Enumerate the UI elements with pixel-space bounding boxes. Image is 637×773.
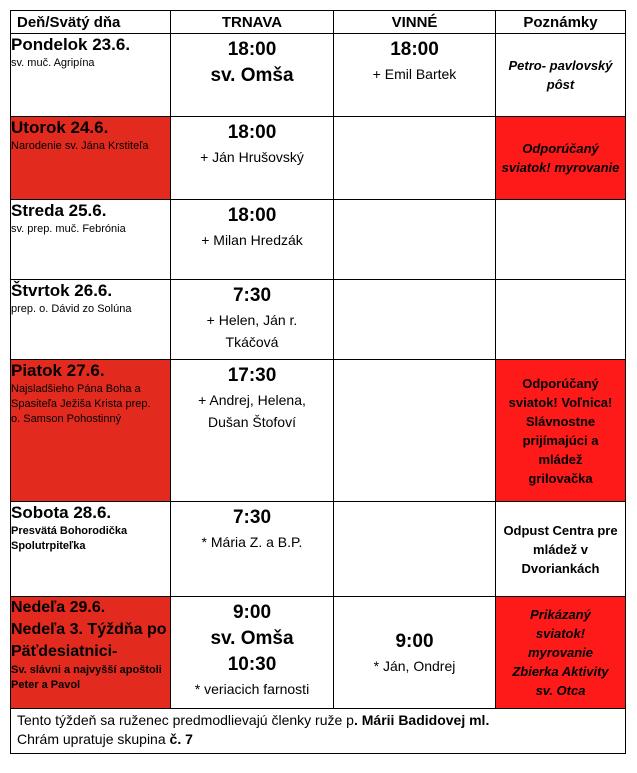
saint-of-day: sv. muč. Agripína: [11, 57, 95, 69]
saint-of-day: Najsladšieho Pána Boha a Spasiteľa Ježiša Krista prep. o. Samson Pohostinný: [11, 383, 151, 425]
vinne-cell: [334, 200, 496, 280]
table-row: [11, 280, 626, 360]
trnava-cell: [171, 117, 334, 200]
trnava-intent: + Helen, Ján r. Tkáčová: [206, 312, 298, 350]
day-cell: [11, 200, 171, 280]
header-vinne: VINNÉ: [334, 11, 496, 34]
header-day: Deň/Svätý dňa: [11, 11, 171, 34]
trnava-cell: [171, 502, 334, 597]
footer-row: [11, 709, 626, 754]
trnava-cell: [171, 200, 334, 280]
note-cell: [496, 360, 626, 502]
saint-of-day: sv. prep. muč. Febrónia: [11, 223, 126, 235]
note-cell: [496, 34, 626, 117]
note-text: Odporúčaný sviatok! Voľnica! Slávnostne prijímajúci a mládež grilovačka: [508, 375, 613, 486]
table-row: [11, 360, 626, 502]
sunday-title: Nedeľa 3. Týždňa po Päťdesiatnici-: [11, 621, 167, 660]
day-name: Utorok 24.6.: [11, 118, 109, 137]
trnava-time: 9:00: [232, 602, 272, 623]
note-text: Prikázaný sviatok! myrovanie Zbierka Aktivity sv. Otca: [512, 607, 609, 698]
day-cell: [11, 280, 171, 360]
note-cell: [496, 200, 626, 280]
trnava-cell: [171, 280, 334, 360]
table-row: [11, 117, 626, 200]
note-cell: [496, 280, 626, 360]
day-cell: [11, 117, 171, 200]
vinne-time: 9:00: [395, 630, 434, 652]
vinne-cell: [334, 280, 496, 360]
day-name: Nedeľa 29.6.: [11, 599, 106, 616]
saint-of-day: Sv. slávni a najvyšší apoštoli Peter a Pavol: [11, 664, 162, 691]
trnava-time: 18:00: [227, 39, 277, 60]
trnava-liturgy-label: sv. Omša: [210, 628, 294, 649]
note-text: Odpust Centra pre mládež v Dvoriankách: [503, 522, 618, 576]
saint-of-day: Narodenie sv. Jána Krstiteľa: [11, 140, 149, 152]
vinne-intent: * Ján, Ondrej: [373, 657, 456, 674]
trnava-time-second: 10:30: [227, 654, 277, 675]
vinne-intent: + Emil Bartek: [372, 66, 457, 82]
note-text: Odporúčaný sviatok! myrovanie: [501, 141, 620, 175]
vinne-cell: [334, 360, 496, 502]
saint-of-day: prep. o. Dávid zo Solúna: [11, 303, 132, 315]
weekly-schedule-table: [10, 10, 626, 754]
header-trnava: TRNAVA: [171, 11, 334, 34]
table-row-sunday: [11, 597, 626, 709]
footer-text: Tento týždeň sa ruženec predmodlievajú členky ruže p: [17, 712, 354, 728]
trnava-time: 18:00: [227, 122, 277, 143]
trnava-cell: [171, 360, 334, 502]
vinne-cell: [334, 502, 496, 597]
footer-line-2: [17, 730, 619, 749]
header-row: [11, 11, 626, 34]
day-name: Pondelok 23.6.: [11, 35, 131, 54]
note-cell: [496, 117, 626, 200]
trnava-time: 17:30: [227, 365, 277, 386]
note-cell: [496, 597, 626, 709]
trnava-cell: [171, 597, 334, 709]
header-notes: Poznámky: [496, 11, 626, 34]
vinne-time: 18:00: [390, 39, 439, 60]
footer-line-1: [17, 711, 619, 730]
trnava-intent: * Mária Z. a B.P.: [201, 534, 303, 550]
day-name: Sobota 28.6.: [11, 503, 112, 522]
vinne-cell: [334, 34, 496, 117]
saint-of-day: Presvätá Bohorodička Spolutrpiteľka: [11, 525, 128, 552]
day-cell: [11, 360, 171, 502]
day-cell: [11, 502, 171, 597]
trnava-intent: * veriacich farnosti: [194, 681, 310, 697]
day-name: Štvrtok 26.6.: [11, 281, 113, 300]
footer-text: Chrám upratuje skupina: [17, 731, 170, 747]
trnava-time: 7:30: [232, 285, 272, 306]
trnava-intent: + Andrej, Helena, Dušan Štofoví: [198, 392, 306, 430]
table-row: [11, 502, 626, 597]
table-row: [11, 200, 626, 280]
table-row: [11, 34, 626, 117]
vinne-cell: [334, 597, 496, 709]
trnava-intent: + Ján Hrušovský: [200, 149, 304, 165]
trnava-cell: [171, 34, 334, 117]
footer-cell: [11, 709, 626, 754]
note-cell: [496, 502, 626, 597]
trnava-time: 18:00: [227, 205, 277, 226]
vinne-cell: [334, 117, 496, 200]
day-name: Piatok 27.6.: [11, 361, 105, 380]
trnava-intent: + Milan Hredzák: [201, 232, 303, 248]
footer-bold: č. 7: [169, 731, 193, 747]
day-name: Streda 25.6.: [11, 201, 107, 220]
note-text: Petro- pavlovský pôst: [508, 58, 613, 92]
day-cell: [11, 34, 171, 117]
trnava-time: 7:30: [232, 507, 272, 528]
trnava-intent: sv. Omša: [210, 65, 294, 86]
day-cell: [11, 597, 171, 709]
footer-bold: . Márii Badidovej ml.: [353, 712, 490, 728]
